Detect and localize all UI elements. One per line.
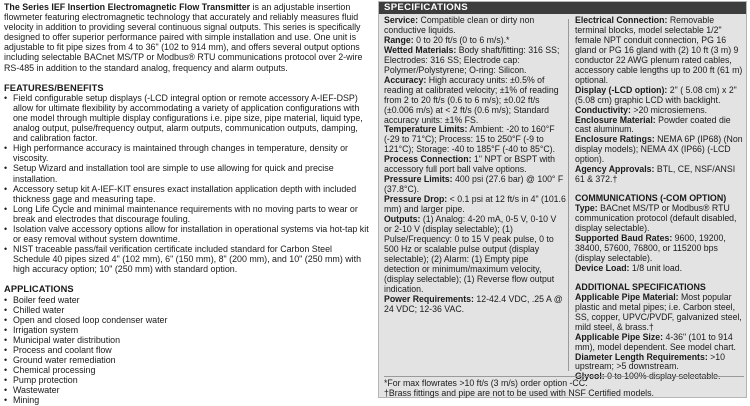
spec-item: Display (-LCD option): 2" ( 5.08 cm) x 2" (5.08 cm) graphic LCD with backlight. [575,84,737,105]
footnote-brass: †Brass fittings and pipe are not to be used with NSF Certified models. [384,388,654,398]
product-description [4,2,370,406]
spec-item: Pressure Drop: < 0.1 psi at 12 ft/s in 4" (101.6 mm) and larger pipe. [384,194,566,215]
feature-item: • Field configurable setup displays (-LCD integral option or remote accessory A-IEF-DSP) allow for ultimate flexibility by accommodating a variety of application configurations with one model through multiple display configurations i.e. pipe size, pipe material, liquid type, analog output, pulse/frequency output, alarm outputs, communication outputs, damping, and calibration factor. [4,93,370,143]
spec-item: Type: BACnet MS/TP or Modbus® RTU communication protocol (default disabled, display selectable). [575,203,737,234]
applications-heading: APPLICATIONS [4,284,74,295]
spec-item: Outputs: (1) Analog: 4-20 mA, 0-5 V, 0-10 V or 2-10 V (display selectable); (1) Pulse/Frequency: 0 to 15 V peak pulse, 0 to 500 Hz or scalable pulse output (display selectable); (2) Alarm: (1) Empty pipe detection or minimum/maximum velocity, (display selectable); (1) Reverse flow output indication. [384,214,557,294]
spec-item: Pressure Limits: 400 psi (27.6 bar) @ 100° F (37.8°C). [384,174,564,195]
spec-item: Process Connection: 1" NPT or BSPT with accessory full port ball valve options. [384,154,556,175]
application-item: • Irrigation system [4,325,370,335]
feature-item: • Long Life Cycle and minimal maintenance requirements with no moving parts to wear or break and electrodes that discourage fouling. [4,204,370,224]
spec-item: Glycol: 0 to 100% display selectable. [575,371,721,382]
application-item: • Process and coolant flow [4,345,370,355]
feature-item: • Setup Wizard and installation tool are simple to use allowing for quick and precise installation. [4,163,370,183]
application-item: • Ground water remediation [4,355,370,365]
feature-item: • Isolation valve accessory options allow for installation in operational systems via hot-tap kit or easy removal without system downtime. [4,224,370,244]
application-item: • Municipal water distribution [4,335,370,345]
application-item: • Open and closed loop condenser water [4,315,370,325]
communications-heading: COMMUNICATIONS (-COM OPTION) [575,193,727,204]
footnotes [384,376,744,398]
spec-item: Applicable Pipe Material: Most popular plastic and metal pipes; i.e. Carbon steel, SS, copper, UPVC/PVDF, galvanized steel, mild steel, & brass.† [575,291,742,332]
spec-item: Device Load: 1/8 unit load. [575,262,683,273]
spec-item: Supported Baud Rates: 9600, 19200, 38400, 57600, 76800, or 115200 bps (display selectable). [575,233,726,263]
spec-column-left [384,16,566,315]
applications-list [4,295,370,406]
application-item: • Boiler feed water [4,295,370,305]
spec-item: Service: Compatible clean or dirty non conductive liquids. [384,15,535,35]
spec-item: Diameter Length Requirements: >10 upstream; >5 downstream. [575,351,726,372]
spec-item: Conductivity: >20 microsiemens. [575,104,708,115]
specifications-heading: SPECIFICATIONS [379,2,746,14]
footnote-range: *For max flowrates >10 ft/s (3 m/s) order option -CC. [384,378,588,388]
spec-item: Wetted Materials: Body shaft/fitting: 316 SS; Electrodes: 316 SS; Electrode cap: Polymer/Polystyrene; O-ring: Silicon. [384,44,560,75]
application-item: • Chilled water [4,305,370,315]
spec-item: Enclosure Material: Powder coated die cast aluminum. [575,114,731,135]
intro-lead: The Series IEF Insertion Electromagnetic Flow Transmitter [4,2,251,12]
feature-item: • High performance accuracy is maintained through changes in temperature, density or viscosity. [4,143,370,163]
feature-item: • Accessory setup kit A-IEF-KIT ensures exact installation application depth with included thickness gage and measuring tape. [4,184,370,204]
feature-item: • NIST traceable pass/fail verification certificate included standard for Carbon Steel Schedule 40 pipes sized 4" (102 mm), 6" (150 mm), 8" (200 mm), and 10" (250 mm) with high accuracy option; 10" (250 mm) with standard option. [4,244,370,274]
intro-paragraph [4,2,370,73]
intro-body: is an adjustable insertion flowmeter featuring electromagnetic technology that accurately and reliably measures fluid velocity in addition to providing several continuous signal outputs. This series is specifically designed to offer superior performance paired with simple installation and use. One unit is adjustable to fit pipe sizes from 4 to 36" (102 to 914 mm), and offers several output options including selectable BACnet MS/TP or Modbus® RTU communications protocol over 2-wire RS-485 in addition to the standard analog, frequency and alarm outputs. [4,2,363,73]
column-divider [568,19,569,371]
application-item: • Chemical processing [4,365,370,375]
features-heading: FEATURES/BENEFITS [4,82,104,93]
spec-item: Enclosure Ratings: NEMA 6P (IP68) (Non display models); NEMA 4X (IP66) (-LCD option). [575,134,743,165]
spec-item: Applicable Pipe Size: 4-36" (101 to 914 mm), model dependent. See model chart. [575,331,736,352]
spec-item: Power Requirements: 12-42.4 VDC, .25 A @ 24 VDC; 12-36 VAC. [384,293,563,314]
features-list [4,93,370,275]
additional-specs-heading: ADDITIONAL SPECIFICATIONS [575,281,706,292]
specifications-panel [378,1,747,398]
spec-item: Agency Approvals: BTL, CE, NSF/ANSI 61 & 372.† [575,164,736,185]
spec-item: Electrical Connection: Removable terminal blocks, model selectable 1/2" female NPT conduit connection, PG 16 gland or PG 16 gland with (2) 10 ft (3 m) 9 conductor 22 AWG plenum rated cables, accessory cable lengths up to 200 ft (61 m) optional. [575,15,743,85]
spec-item: Range: 0 to 20 ft/s (0 to 6 m/s).* [384,34,510,45]
spec-column-right [575,16,747,382]
spec-item: Temperature Limits: Ambient: -20 to 160°F (-29 to 71°C); Process: 15 to 250°F (-9 to 121°C); Storage: -40 to 185°F (-40 to 85°C). [384,124,555,155]
application-item: • Pump protection [4,375,370,385]
application-item: • Mining [4,395,370,405]
application-item: • Wastewater [4,385,370,395]
spec-item: Accuracy: High accuracy units: ±0.5% of reading at calibrated velocity; ±1% of reading from 2 to 20 ft/s (0.6 to 6 m/s); ±0.02 ft/s (±0.006 m/s) at < 2 ft/s (0.6 m/s); Standard accuracy units: ±1% FS. [384,74,559,125]
